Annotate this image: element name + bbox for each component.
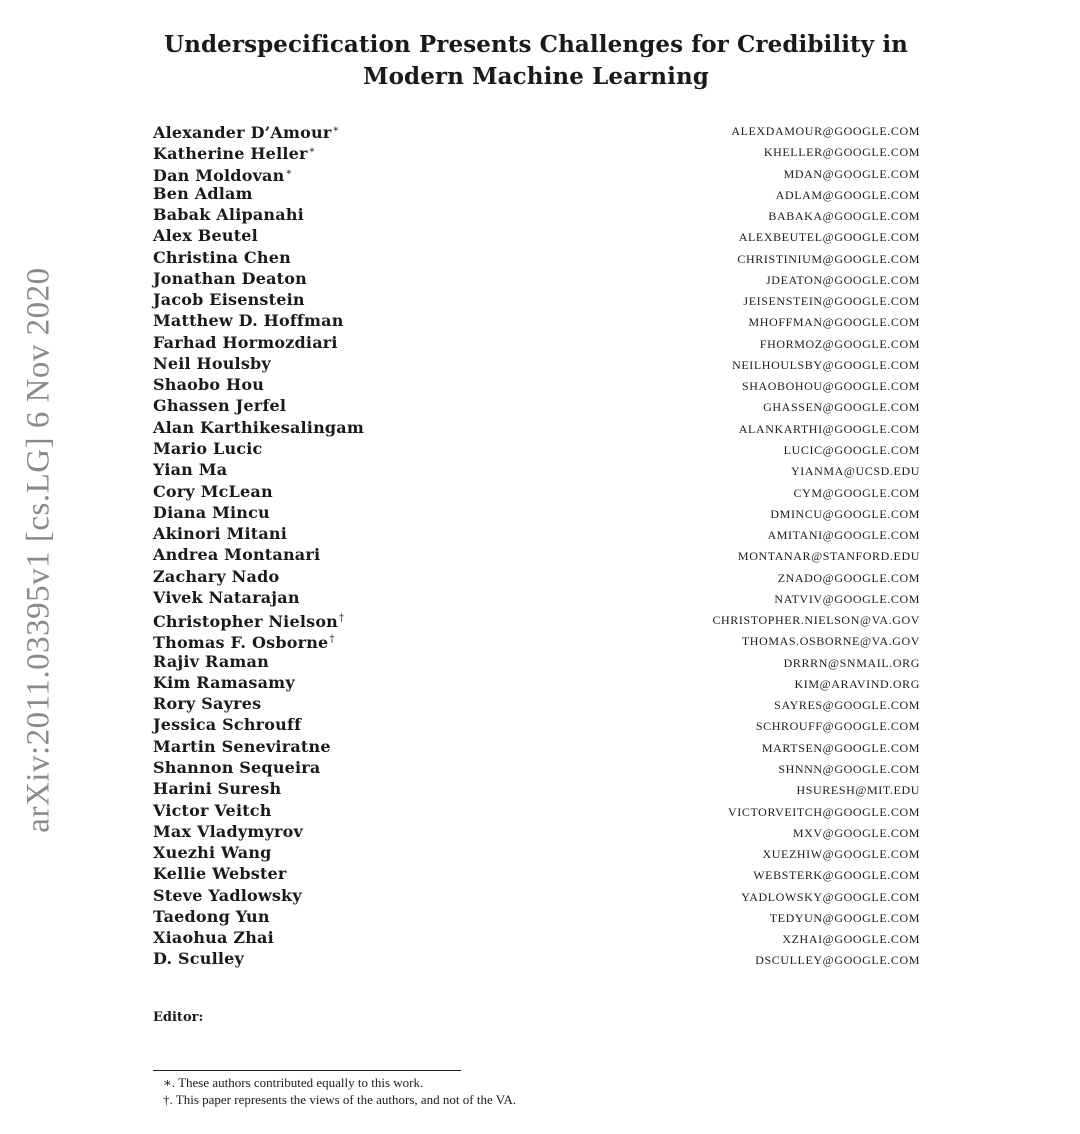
author-name — [153, 289, 305, 310]
author-row — [153, 757, 920, 778]
author-name-text: Taedong Yun — [153, 906, 270, 926]
author-name — [153, 736, 331, 757]
author-email: TEDYUN@GOOGLE.COM — [769, 910, 920, 925]
author-footnote-mark: † — [339, 613, 345, 625]
author-row — [153, 268, 920, 289]
author-name-text: Katherine Heller — [153, 144, 308, 164]
author-name-text: Akinori Mitani — [153, 524, 288, 544]
author-email: NEILHOULSBY@GOOGLE.COM — [732, 357, 920, 372]
author-row — [153, 459, 920, 480]
author-footnote-mark: ∗ — [308, 145, 316, 157]
author-name — [153, 225, 258, 246]
author-row — [153, 289, 920, 310]
author-name — [153, 800, 272, 821]
author-name — [153, 544, 320, 565]
author-name-text: Alex Beutel — [153, 226, 258, 246]
author-row — [153, 523, 920, 544]
paper-title — [0, 29, 1072, 93]
author-email: BABAKA@GOOGLE.COM — [768, 209, 920, 224]
author-name — [153, 778, 281, 799]
author-email: SCHROUFF@GOOGLE.COM — [755, 719, 920, 734]
author-name — [153, 651, 269, 672]
author-name — [153, 332, 338, 353]
author-name — [153, 566, 279, 587]
author-name — [153, 353, 271, 374]
author-name-text: Kellie Webster — [153, 864, 287, 884]
author-email: CYM@GOOGLE.COM — [793, 485, 920, 500]
author-name-text: Max Vladymyrov — [153, 821, 303, 841]
author-email: KHELLER@GOOGLE.COM — [763, 145, 920, 160]
author-name — [153, 863, 287, 884]
paper-title-line-2: Modern Machine Learning — [363, 63, 709, 90]
author-name — [153, 757, 321, 778]
author-footnote-mark: † — [329, 634, 335, 646]
author-name-text: Shannon Sequeira — [153, 757, 321, 777]
author-row — [153, 247, 920, 268]
arxiv-identifier-stamp: arXiv:2011.03395v1 [cs.LG] 6 Nov 2020 — [20, 267, 57, 833]
author-name — [153, 693, 261, 714]
author-name — [153, 395, 286, 416]
author-row — [153, 374, 920, 395]
author-list — [153, 119, 920, 970]
author-row — [153, 842, 920, 863]
author-email: JEISENSTEIN@GOOGLE.COM — [743, 294, 920, 309]
author-name-text: Jessica Schrouff — [153, 715, 302, 735]
author-row — [153, 587, 920, 608]
author-email: YADLOWSKY@GOOGLE.COM — [741, 889, 920, 904]
author-email: DRRRN@SNMAIL.ORG — [783, 655, 920, 670]
author-name — [153, 247, 291, 268]
author-row — [153, 608, 920, 632]
author-row — [153, 119, 920, 140]
author-name-text: Alexander D’Amour — [153, 123, 332, 142]
author-name — [153, 204, 304, 225]
author-email: DSCULLEY@GOOGLE.COM — [755, 953, 920, 968]
author-row — [153, 140, 920, 164]
author-name-text: Ghassen Jerfel — [153, 396, 287, 416]
author-name-text: Kim Ramasamy — [153, 672, 295, 692]
author-name — [153, 502, 270, 523]
author-row — [153, 162, 920, 183]
author-email: CHRISTOPHER.NIELSON@VA.GOV — [712, 613, 920, 628]
author-name-text: Diana Mincu — [153, 502, 270, 522]
author-email: KIM@ARAVIND.ORG — [794, 676, 920, 691]
author-name — [153, 183, 253, 204]
author-row — [153, 800, 920, 821]
author-name-text: Thomas F. Osborne — [153, 633, 329, 653]
author-row — [153, 544, 920, 565]
author-name-text: Mario Lucic — [153, 438, 263, 458]
author-name — [153, 587, 300, 608]
author-name — [153, 523, 287, 544]
author-row — [153, 438, 920, 459]
author-email: VICTORVEITCH@GOOGLE.COM — [728, 804, 920, 819]
author-email: NATVIV@GOOGLE.COM — [774, 591, 920, 606]
author-name — [153, 438, 262, 459]
author-email: JDEATON@GOOGLE.COM — [766, 272, 920, 287]
author-name-text: Andrea Montanari — [153, 545, 321, 565]
author-name-text: Martin Seneviratne — [153, 736, 331, 756]
author-email: WEBSTERK@GOOGLE.COM — [753, 868, 920, 883]
author-name-text: Alan Karthikesalingam — [153, 417, 364, 437]
author-row — [153, 906, 920, 927]
author-row — [153, 714, 920, 735]
author-name — [153, 672, 295, 693]
author-name-text: Victor Veitch — [153, 800, 272, 820]
author-name — [153, 374, 264, 395]
author-row — [153, 948, 920, 969]
author-email: SHNNN@GOOGLE.COM — [778, 761, 920, 776]
author-row — [153, 481, 920, 502]
author-name — [153, 906, 270, 927]
author-row — [153, 651, 920, 672]
author-row — [153, 863, 920, 884]
author-row — [153, 353, 920, 374]
author-name-text: Jonathan Deaton — [153, 268, 307, 288]
author-name-text: Christina Chen — [153, 247, 291, 267]
author-name-text: Neil Houlsby — [153, 353, 271, 373]
author-name-text: Babak Alipanahi — [153, 205, 304, 225]
author-name — [153, 417, 364, 438]
author-name-text: Harini Suresh — [153, 779, 282, 799]
author-email: MARTSEN@GOOGLE.COM — [761, 740, 920, 755]
author-row — [153, 225, 920, 246]
author-row — [153, 417, 920, 438]
author-row — [153, 332, 920, 353]
author-email: SAYRES@GOOGLE.COM — [774, 698, 920, 713]
author-footnote-mark: ∗ — [332, 124, 340, 135]
footnote-equal-contribution: ∗. These authors contributed equally to this work. — [163, 1075, 424, 1090]
author-name-text: Farhad Hormozdiari — [153, 332, 338, 352]
author-name-text: Steve Yadlowsky — [153, 885, 302, 905]
author-email: AMITANI@GOOGLE.COM — [767, 528, 920, 543]
author-email: MDAN@GOOGLE.COM — [783, 166, 920, 181]
footnotes — [163, 1074, 516, 1108]
author-name-text: Matthew D. Hoffman — [153, 311, 344, 331]
author-name — [153, 714, 301, 735]
author-row — [153, 693, 920, 714]
author-email: XUEZHIW@GOOGLE.COM — [762, 847, 920, 862]
footnote-va-disclaimer: †. This paper represents the views of the authors, and not of the VA. — [163, 1092, 517, 1107]
author-row — [153, 204, 920, 225]
author-email: GHASSEN@GOOGLE.COM — [763, 400, 920, 415]
author-row — [153, 927, 920, 948]
author-name-text: Zachary Nado — [153, 566, 280, 586]
author-email: ADLAM@GOOGLE.COM — [775, 187, 920, 202]
author-footnote-mark: ∗ — [285, 166, 293, 178]
author-name — [153, 481, 273, 502]
author-name-text: Ben Adlam — [153, 183, 253, 203]
author-email: THOMAS.OSBORNE@VA.GOV — [741, 634, 920, 649]
paper-title-line-1: Underspecification Presents Challenges for Credibility in — [163, 31, 909, 58]
author-email: ALANKARTHI@GOOGLE.COM — [738, 421, 920, 436]
author-name — [153, 948, 244, 969]
author-email: YIANMA@UCSD.EDU — [790, 464, 920, 479]
author-email: ALEXBEUTEL@GOOGLE.COM — [738, 230, 920, 245]
author-name-text: Cory McLean — [153, 481, 273, 501]
author-row — [153, 821, 920, 842]
author-row — [153, 672, 920, 693]
author-name-text: Dan Moldovan — [153, 165, 285, 185]
author-name — [153, 268, 307, 289]
author-name-text: Shaobo Hou — [153, 375, 265, 395]
author-email: CHRISTINIUM@GOOGLE.COM — [737, 251, 920, 266]
author-row — [153, 183, 920, 204]
author-name — [153, 821, 303, 842]
author-name — [153, 885, 302, 906]
author-email: MXV@GOOGLE.COM — [792, 825, 920, 840]
author-email: XZHAI@GOOGLE.COM — [782, 932, 920, 947]
author-name-text: Rajiv Raman — [153, 651, 269, 671]
author-row — [153, 885, 920, 906]
author-name — [153, 459, 227, 480]
author-name-text: Xuezhi Wang — [153, 843, 272, 863]
author-row — [153, 502, 920, 523]
editor-label: Editor: — [153, 1010, 204, 1025]
author-email: ZNADO@GOOGLE.COM — [777, 570, 920, 585]
author-row — [153, 736, 920, 757]
author-row — [153, 629, 920, 653]
author-name — [153, 842, 272, 863]
author-name-text: Vivek Natarajan — [153, 587, 300, 607]
author-name-text: Xiaohua Zhai — [153, 928, 274, 948]
author-name-text: Rory Sayres — [153, 694, 262, 714]
author-row — [153, 778, 920, 799]
author-row — [153, 395, 920, 416]
author-name — [153, 310, 344, 331]
author-name-text: Christopher Nielson — [153, 612, 339, 632]
author-name-text: Jacob Eisenstein — [153, 290, 305, 310]
author-email: HSURESH@MIT.EDU — [796, 783, 920, 798]
footnote-divider — [153, 1070, 461, 1071]
author-name-text: D. Sculley — [153, 949, 245, 969]
author-email: MHOFFMAN@GOOGLE.COM — [748, 315, 920, 330]
author-name-text: Yian Ma — [153, 460, 228, 480]
author-email: MONTANAR@STANFORD.EDU — [737, 549, 920, 564]
author-name — [153, 927, 274, 948]
author-email: LUCIC@GOOGLE.COM — [783, 442, 920, 457]
author-email: FHORMOZ@GOOGLE.COM — [759, 336, 920, 351]
author-row — [153, 310, 920, 331]
author-email: ALEXDAMOUR@GOOGLE.COM — [731, 124, 920, 138]
author-email: SHAOBOHOU@GOOGLE.COM — [741, 379, 920, 394]
author-email: DMINCU@GOOGLE.COM — [770, 506, 920, 521]
author-row — [153, 566, 920, 587]
